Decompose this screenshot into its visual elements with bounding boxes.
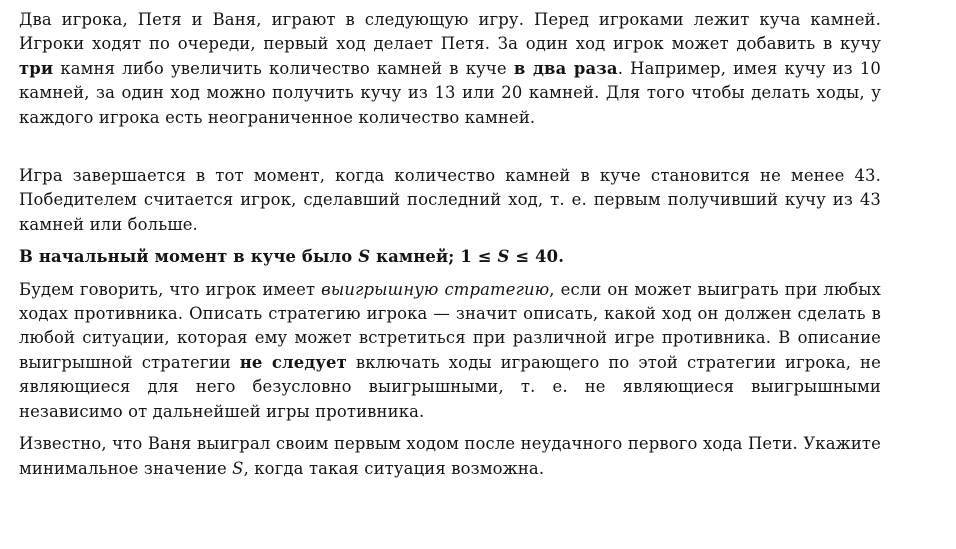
game-end-text: Игра завершается в тот момент, когда количество камней в куче становится не менее 43. Победителем считается игрок, сделавший последний ход, т. е. первым получивший кучу из 43 камней или больше. bbox=[19, 166, 881, 234]
question-text-2: , когда такая ситуация возможна. bbox=[243, 458, 545, 478]
paragraph-game-end bbox=[19, 164, 881, 237]
paragraph-initial-state bbox=[19, 245, 881, 269]
rules-bold-double: в два раза bbox=[513, 58, 618, 78]
initial-text-3: ≤ 40. bbox=[509, 247, 565, 267]
strategy-bold-not: не следует bbox=[239, 352, 347, 372]
initial-var-s-2: S bbox=[497, 247, 510, 267]
paragraph-strategy-definition bbox=[19, 278, 881, 424]
paragraph-game-rules bbox=[19, 8, 881, 130]
question-var-s: S bbox=[232, 458, 244, 478]
strategy-italic-term: выигрышную стратегию bbox=[321, 279, 550, 299]
rules-text-2: камня либо увеличить количество камней в куче bbox=[53, 58, 514, 78]
initial-var-s: S bbox=[358, 247, 371, 267]
problem-text bbox=[19, 8, 881, 481]
strategy-text-1: Будем говорить, что игрок имеет bbox=[19, 279, 322, 299]
question-text-1: Известно, что Ваня выиграл своим первым ходом после неудачного первого хода Пети. Укажите минимальное значение bbox=[19, 434, 881, 478]
strategy-text-3: включать ходы играющего по этой стратегии игрока, не являющиеся для него безусловно выигрышными, т. е. не являющиеся выигрышными независимо от дальнейшей игры противника. bbox=[19, 352, 881, 421]
rules-text-3: . Например, имея кучу из 10 камней, за один ход можно получить кучу из 13 или 20 камней. Для того чтобы делать ходы, у каждого игрока есть неограниченное количество камней. bbox=[19, 58, 882, 127]
rules-text-1: Два игрока, Петя и Ваня, играют в следующую игру. Перед игроками лежит куча камней. Игроки ходят по очереди, первый ход делает Петя. За один ход игрок может добавить в кучу bbox=[19, 10, 881, 54]
rules-bold-three: три bbox=[19, 58, 54, 78]
initial-text-1: В начальный момент в куче было bbox=[19, 247, 359, 267]
initial-text-2: камней; 1 ≤ bbox=[370, 247, 498, 267]
strategy-text-2: , если он может выиграть при любых ходах противника. Описать стратегию игрока — значит описать, какой ход он должен сделать в любой ситуации, которая ему может встретиться при различной игре противника. В описание выигрышной стратегии bbox=[19, 279, 882, 372]
paragraph-question bbox=[19, 432, 881, 481]
